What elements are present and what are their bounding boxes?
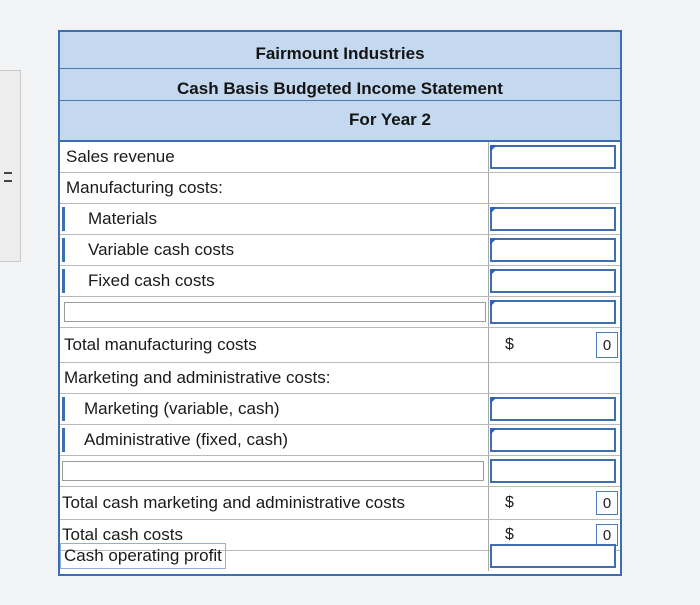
total-manufacturing-currency: $ — [505, 336, 514, 353]
marketing-label: Marketing (variable, cash) — [84, 399, 280, 418]
statement-period: For Year 2 — [349, 110, 431, 129]
marketing-admin-costs-label: Marketing and administrative costs: — [64, 368, 331, 387]
marketing-input[interactable] — [490, 397, 616, 421]
fixed-cash-costs-label: Fixed cash costs — [88, 271, 215, 290]
materials-input[interactable] — [490, 207, 616, 231]
variable-cash-costs-input[interactable] — [490, 238, 616, 262]
left-panel-edge — [0, 70, 21, 262]
sales-revenue-label: Sales revenue — [66, 147, 175, 166]
company-name: Fairmount Industries — [255, 44, 425, 63]
row-total-cash-marketing-admin — [60, 487, 620, 520]
total-cash-marketing-admin-label: Total cash marketing and administrative costs — [62, 493, 405, 512]
blank-marketing-input[interactable] — [490, 459, 616, 483]
total-cash-costs-currency: $ — [505, 526, 514, 543]
sales-revenue-input[interactable] — [490, 145, 616, 169]
manufacturing-costs-label: Manufacturing costs: — [66, 178, 223, 197]
statement-header — [60, 32, 620, 140]
total-manufacturing-label: Total manufacturing costs — [64, 335, 257, 354]
row-fixed-cash-costs — [60, 266, 620, 297]
row-blank-marketing — [60, 456, 620, 487]
administrative-input[interactable] — [490, 428, 616, 452]
row-marketing-admin-costs — [60, 363, 620, 394]
row-variable-cash-costs — [60, 235, 620, 266]
row-total-manufacturing — [60, 328, 620, 363]
fixed-cash-costs-input[interactable] — [490, 269, 616, 293]
blank-label-input[interactable] — [64, 302, 486, 322]
cash-operating-profit-input[interactable] — [490, 544, 616, 568]
total-manufacturing-value: 0 — [596, 332, 618, 358]
cash-operating-profit-label: Cash operating profit — [60, 543, 226, 569]
total-cash-marketing-admin-value: 0 — [596, 491, 618, 515]
variable-cash-costs-label: Variable cash costs — [88, 240, 235, 259]
row-manufacturing-costs — [60, 173, 620, 204]
blank-marketing-label-input[interactable] — [62, 461, 484, 481]
administrative-label: Administrative (fixed, cash) — [84, 430, 289, 449]
total-cash-marketing-admin-currency: $ — [505, 494, 514, 511]
row-cash-operating-profit — [60, 541, 620, 571]
blank-manufacturing-input[interactable] — [490, 300, 616, 324]
materials-label: Materials — [88, 209, 157, 228]
row-materials — [60, 204, 620, 235]
income-statement-table — [58, 30, 622, 576]
row-marketing — [60, 394, 620, 425]
row-sales-revenue — [60, 142, 620, 173]
statement-title: Cash Basis Budgeted Income Statement — [177, 79, 503, 98]
row-blank-manufacturing — [60, 297, 620, 328]
row-administrative — [60, 425, 620, 456]
menu-icon — [4, 172, 12, 182]
total-cash-costs-label: Total cash costs — [62, 525, 183, 544]
total-cash-costs-value: 0 — [596, 524, 618, 546]
